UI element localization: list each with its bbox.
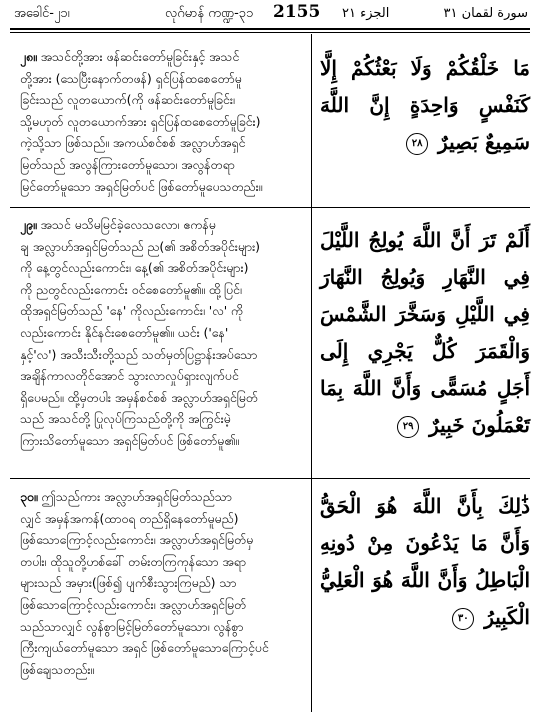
verse-separator <box>10 207 530 208</box>
header-surah-label: လုဂ်မာန် ကဏ္ဍ-၃၁ <box>165 6 254 21</box>
header-rule <box>10 28 530 33</box>
verse-30-end-marker: ٣٠ <box>452 608 474 630</box>
verse-29-myanmar-text: အသင် မသိမမြင်ခဲ့လေသလော၊ ဧကန်မှ ချ အလ္လာဟ်အရှင်မြတ်သည် ည(၏ အစိတ်အပိုင်းများ) ကို နေ့တွင်လည်းကောင်း၊ နေ့(၏ အစိတ်အပိုင်းများ) ကို ညတွင်လည်းကောင်း ဝင်စေတော်မူ၏။ ထို့ပြင်၊ ထိုအရှင်မြတ်သည် 'နေ' ကိုလည်းကောင်း၊ 'လ' ကို လည်းကောင်း နိုင်နင်းစေတော်မူ၏။ ယင်း ('နေ' နှင့်'လ') အသီးသီးတို့သည် သတ်မှတ်ပြဋ္ဌာန်းအပ်သော အချိန်ကာလတိုင်အောင် သွားလာလှုပ်ရှားလျက်ပင် ရှိပေမည်။ ထို့မှတပါး အမှန်စင်စစ် အလ္လာဟ်အရှင်မြတ် သည် အသင်တို့ ပြုလုပ်ကြသည်တို့ကို အကြွင်းမဲ့ ကြားသိတော်မူသော အရှင်မြတ်ပင် ဖြစ်တော်မူ၏။ <box>20 217 260 448</box>
verse-28-number: ၂၈။ <box>20 49 37 64</box>
verse-30-arabic <box>320 488 530 636</box>
verse-29-end-marker: ٢٩ <box>397 416 419 438</box>
verse-29-number: ၂၉။ <box>20 217 37 232</box>
verse-30-number: ၃၀။ <box>20 489 38 504</box>
verse-30-translation <box>20 486 302 680</box>
verse-28-arabic <box>320 50 530 161</box>
verse-29-arabic-text: أَلَمْ تَرَ أَنَّ اللَّهَ يُولِجُ اللَّيْلَ فِي النَّهَارِ وَيُولِجُ النَّهَارَ فِي اللَّيْلِ وَسَخَّرَ الشَّمْسَ وَالْقَمَرَ كُلٌّ يَجْرِي إِلَى أَجَلٍ مُسَمًّى وَأَنَّ اللَّهَ بِمَا تَعْمَلُونَ خَبِيرٌ <box>320 228 530 437</box>
column-divider <box>311 34 312 712</box>
verse-30-myanmar-text: ဤသည်ကား အလ္လာဟ်အရှင်မြတ်သည်သာ လျှင် အမှန်အကန်(ထာဝရ တည်ရှိနေတော်မူမည်) ဖြစ်သောကြောင့်လည်းကောင်း၊ အလ္လာဟ်အရှင်မြတ်မှ တပါး၊ ထိုသူတို့ဟစ်ခေါ် တမ်းတကြကုန်သော အရာ များသည် အမှား(ဖြစ်၍ ပျက်စီးသွားကြမည်) သာ ဖြစ်သောကြောင့်လည်းကောင်း၊ အလ္လာဟ်အရှင်မြတ် သည်သာလျှင် လွန်စွာမြင့်မြတ်တော်မူသော၊ လွန်စွာ ကြီးကျယ်တော်မူသော အရှင် ဖြစ်တော်မူသောကြောင့်ပင် ဖြစ်ချေသတည်း။ <box>20 489 269 677</box>
verse-29-translation <box>20 214 302 452</box>
page-header <box>0 0 540 36</box>
verse-28-arabic-text: مَا خَلْقُكُمْ وَلَا بَعْثُكُمْ إِلَّا كَنَفْسٍ وَاحِدَةٍ إِنَّ اللَّهَ سَمِيعٌ بَصِيرٌ <box>320 56 530 154</box>
verse-28-myanmar-text: အသင်တို့အား ဖန်ဆင်းတော်မူခြင်းနှင့် အသင် တို့အား (သေပြီးနောက်တဖန်) ရှင်ပြန်ထစေတော်မူ ခြင်းသည် လူတယောက်(ကို ဖန်ဆင်းတော်မူခြင်း၊ သို့မဟုတ် လူတယောက်အား ရှင်ပြန်ထစေတော်မူခြင်း) ကဲ့သို့သာ ဖြစ်သည်။ အကယ်စင်စစ် အလ္လာဟ်အရှင် မြတ်သည် အလွန်ကြားတော်မူသော၊ အလွန်တရာ မြင်တော်မူသော အရှင်မြတ်ပင် ဖြစ်တော်မူပေသတည်း။ <box>20 49 263 194</box>
header-chapter-label: အခေါင်-၂၁၊ <box>14 6 70 21</box>
verse-30-arabic-text: ذَٰلِكَ بِأَنَّ اللَّهَ هُوَ الْحَقُّ وَأَنَّ مَا يَدْعُونَ مِنْ دُونِهِ الْبَاطِلُ وَأَنَّ اللَّهَ هُوَ الْعَلِيُّ الْكَبِيرُ <box>320 494 530 629</box>
verse-28-end-marker: ٢٨ <box>406 133 428 155</box>
page-number: 2155 <box>273 2 321 22</box>
header-surah-arabic: سورة لقمان ٣١ <box>443 6 528 21</box>
verse-29-arabic <box>320 222 530 444</box>
verse-separator <box>10 478 530 479</box>
header-juz-arabic: الجزء ٢١ <box>342 6 390 21</box>
verse-28-translation <box>20 46 302 197</box>
